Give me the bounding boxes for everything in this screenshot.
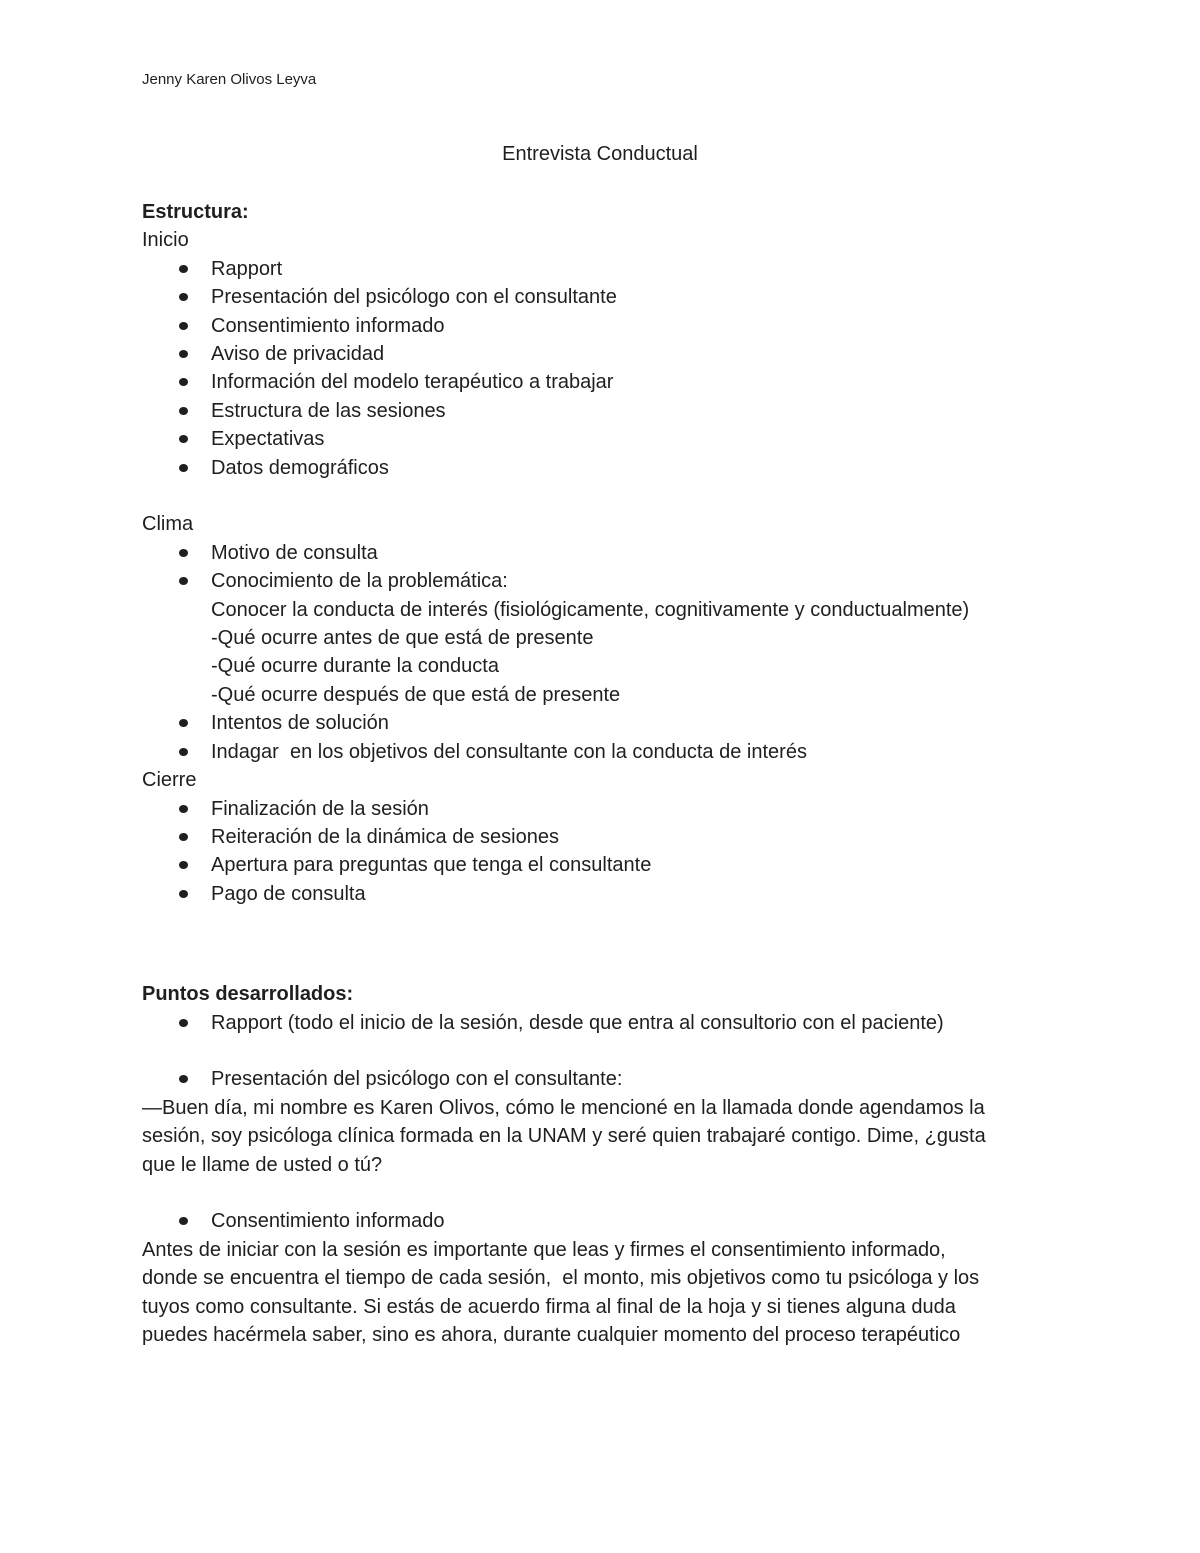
paragraph-line: puedes hacérmela saber, sino es ahora, durante cualquier momento del proceso terapéutico (142, 1323, 961, 1346)
list-item: Indagar en los objetivos del consultante con la conducta de interés (142, 738, 1062, 766)
list-item: Apertura para preguntas que tenga el consultante (142, 851, 1062, 879)
paragraph-line: —Buen día, mi nombre es Karen Olivos, cómo le mencioné en la llamada donde agendamos la (142, 1096, 985, 1119)
list-item: Consentimiento informado (142, 312, 1062, 340)
bullet-icon (179, 293, 188, 301)
document-body (142, 198, 1062, 1349)
list-item: Estructura de las sesiones (142, 397, 1062, 425)
bullet-icon (179, 890, 188, 898)
list-item: Datos demográficos (142, 454, 1062, 482)
list-item: Información del modelo terapéutico a trabajar (142, 368, 1062, 396)
bullet-icon (179, 435, 188, 443)
subsection-label-inicio: Inicio (142, 229, 189, 252)
list-item: Aviso de privacidad (142, 340, 1062, 368)
paragraph-line: que le llame de usted o tú? (142, 1153, 383, 1176)
list-item: Consentimiento informado (142, 1207, 1062, 1235)
paragraph-line: donde se encuentra el tiempo de cada sesión, el monto, mis objetivos como tu psicóloga y los (142, 1267, 980, 1290)
bullet-icon (179, 1019, 188, 1027)
bullet-icon (179, 805, 188, 813)
inicio-list (142, 255, 1062, 482)
list-item: Intentos de solución (142, 709, 1062, 737)
list-item: Conocimiento de la problemática: (142, 567, 1062, 595)
clima-list (142, 539, 1062, 596)
bullet-icon (179, 322, 188, 330)
list-item: Motivo de consulta (142, 539, 1062, 567)
bullet-icon (179, 861, 188, 869)
bullet-icon (179, 265, 188, 273)
bullet-icon (179, 407, 188, 415)
list-item: Reiteración de la dinámica de sesiones (142, 823, 1062, 851)
bullet-icon (179, 719, 188, 727)
cierre-list (142, 795, 1062, 909)
section-heading-estructura: Estructura: (142, 201, 249, 223)
clima-list-continued (142, 709, 1062, 766)
puntos-rapport-list (142, 1009, 1062, 1037)
list-item-detail: -Qué ocurre después de que está de presente (211, 683, 621, 706)
list-item: Presentación del psicólogo con el consultante: (142, 1065, 1062, 1093)
bullet-icon (179, 464, 188, 472)
consentimiento-paragraph (142, 1236, 1062, 1350)
section-heading-puntos: Puntos desarrollados: (142, 983, 354, 1006)
paragraph-line: tuyos como consultante. Si estás de acuerdo firma al final de la hoja y si tienes alguna duda (142, 1295, 956, 1318)
subsection-label-cierre: Cierre (142, 769, 197, 792)
list-item-detail: Conocer la conducta de interés (fisiológicamente, cognitivamente y conductualmente) (211, 598, 970, 621)
bullet-icon (179, 833, 188, 841)
document-header-author: Jenny Karen Olivos Leyva (142, 71, 317, 88)
list-item: Pago de consulta (142, 880, 1062, 908)
presentacion-paragraph (142, 1094, 1062, 1179)
list-item-detail: -Qué ocurre antes de que está de presente (211, 627, 594, 650)
bullet-icon (179, 549, 188, 557)
list-item: Finalización de la sesión (142, 795, 1062, 823)
bullet-icon (179, 350, 188, 358)
bullet-icon (179, 1075, 188, 1083)
subsection-label-clima: Clima (142, 513, 194, 536)
list-item: Rapport (todo el inicio de la sesión, desde que entra al consultorio con el paciente) (142, 1009, 1062, 1037)
puntos-presentacion-list (142, 1065, 1062, 1093)
list-item: Presentación del psicólogo con el consultante (142, 283, 1062, 311)
list-item: Expectativas (142, 425, 1062, 453)
bullet-icon (179, 748, 188, 756)
puntos-consentimiento-list (142, 1207, 1062, 1235)
paragraph-line: Antes de iniciar con la sesión es importante que leas y firmes el consentimiento informado, (142, 1238, 946, 1261)
paragraph-line: sesión, soy psicóloga clínica formada en la UNAM y seré quien trabajaré contigo. Dime, ¿gusta (142, 1125, 986, 1148)
list-item: Rapport (142, 255, 1062, 283)
document-title: Entrevista Conductual (502, 143, 698, 165)
bullet-icon (179, 577, 188, 585)
list-item-detail: -Qué ocurre durante la conducta (211, 655, 499, 678)
bullet-icon (179, 1217, 188, 1225)
bullet-icon (179, 378, 188, 386)
